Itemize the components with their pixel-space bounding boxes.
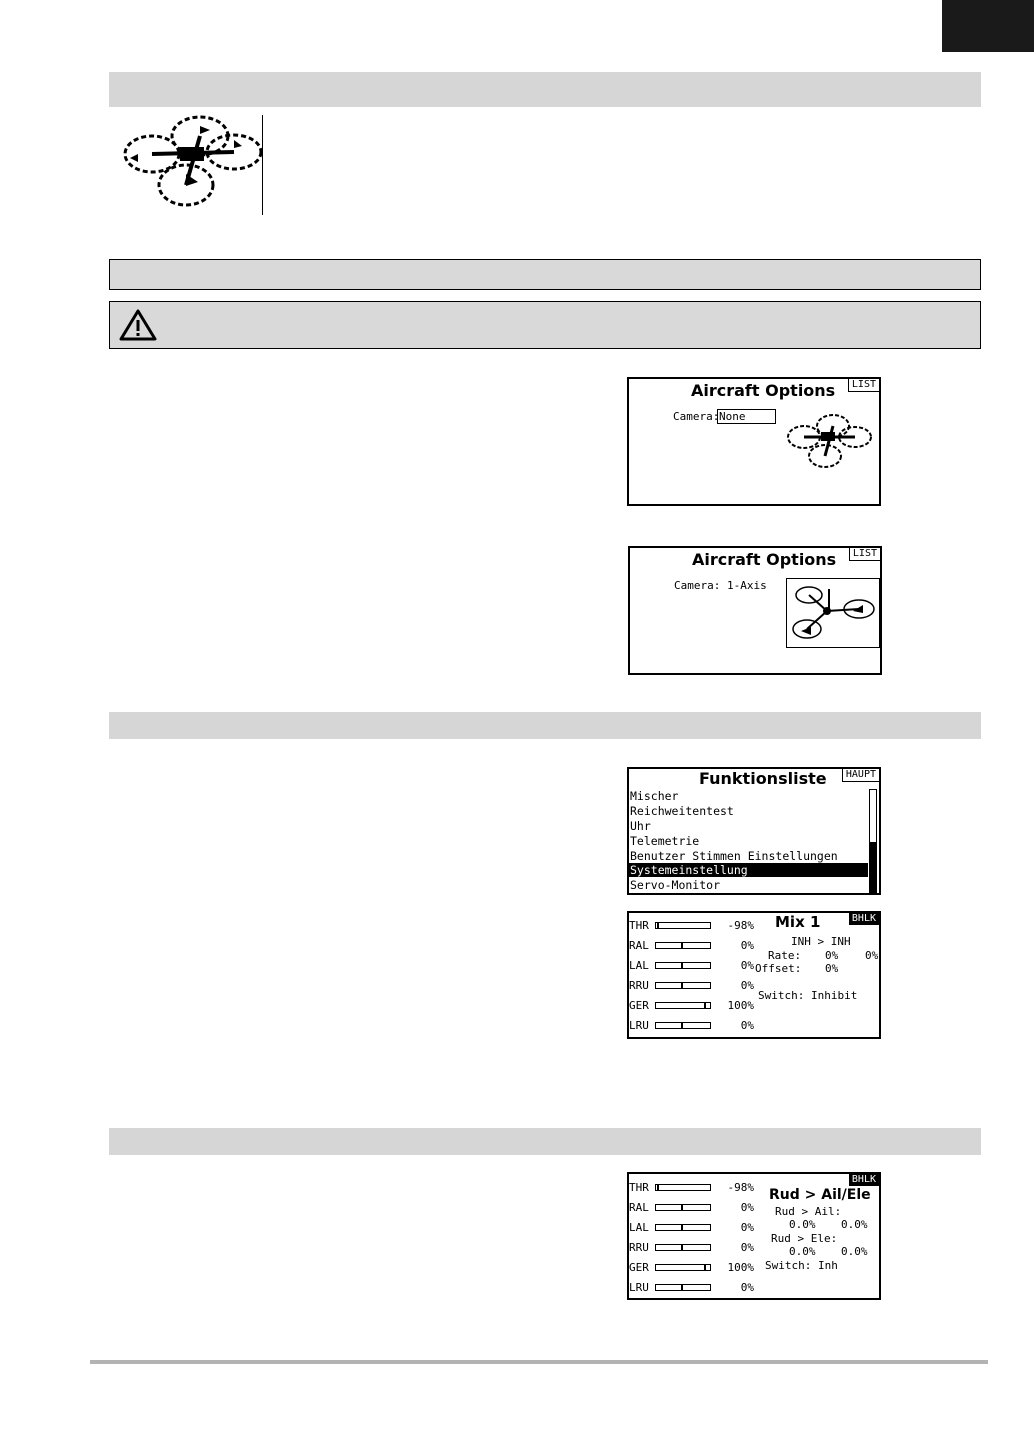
channel-bar — [655, 1264, 711, 1271]
channel-row-lal — [629, 1221, 754, 1235]
rud-ele-label: Rud > Ele: — [771, 1232, 838, 1245]
rud-ele-value-2[interactable]: 0.0% — [841, 1245, 868, 1258]
screen-title: Aircraft Options — [692, 550, 837, 569]
list-tab[interactable]: LIST — [848, 379, 879, 392]
channel-label: LAL — [629, 1221, 649, 1234]
back-tab[interactable]: BHLK — [849, 913, 879, 925]
menu-item-selected[interactable]: Systemeinstellung — [629, 863, 868, 877]
section-header-bar-3 — [109, 712, 981, 739]
channel-position-marker — [681, 983, 683, 988]
channel-value: -98% — [727, 1181, 754, 1194]
channel-bar — [655, 942, 711, 949]
channel-label: RAL — [629, 1201, 649, 1214]
channel-value: 100% — [727, 1261, 754, 1274]
channel-monitor — [629, 919, 754, 1039]
camera-setting[interactable]: Camera: 1-Axis — [674, 579, 767, 592]
channel-position-marker — [681, 1225, 683, 1230]
channel-label: LAL — [629, 959, 649, 972]
channel-value: 0% — [740, 1221, 754, 1234]
lcd-aircraft-options-none — [627, 377, 881, 506]
quadcopter-icon — [785, 413, 875, 471]
lcd-aircraft-options-1-axis — [628, 546, 882, 675]
channel-label: THR — [629, 1181, 649, 1194]
channel-value: 0% — [740, 1201, 754, 1214]
lcd-rud-ail-ele — [627, 1172, 881, 1300]
channel-bar — [655, 922, 711, 929]
channel-value: 0% — [740, 1019, 754, 1032]
warning-bar — [109, 301, 981, 349]
section-header-bar-2 — [109, 259, 981, 290]
channel-value: 0% — [740, 1281, 754, 1294]
channel-value: 100% — [727, 999, 754, 1012]
channel-position-marker — [704, 1265, 706, 1270]
camera-preview-frame — [786, 578, 880, 648]
main-tab[interactable]: HAUPT — [842, 769, 879, 782]
channel-row-rru — [629, 1241, 754, 1255]
channel-bar — [655, 982, 711, 989]
switch-setting[interactable]: Switch: Inh — [765, 1259, 838, 1272]
channel-bar — [655, 1022, 711, 1029]
channel-value: 0% — [740, 979, 754, 992]
screen-title: Funktionsliste — [699, 769, 827, 788]
channel-bar — [655, 1184, 711, 1191]
channel-row-lru — [629, 1281, 754, 1295]
illustration-divider — [262, 115, 263, 215]
rud-ail-value-1[interactable]: 0.0% — [789, 1218, 816, 1231]
channel-value: -98% — [727, 919, 754, 932]
channel-label: GER — [629, 1261, 649, 1274]
mix-mapping[interactable]: INH > INH — [791, 935, 851, 948]
menu-item[interactable]: Mischer — [630, 789, 679, 803]
screen-title: Rud > Ail/Ele — [769, 1187, 871, 1203]
channel-label: THR — [629, 919, 649, 932]
channel-row-ger — [629, 999, 754, 1013]
quadcopter-icon — [118, 112, 268, 212]
warning-icon — [118, 308, 158, 342]
channel-position-marker — [681, 1205, 683, 1210]
channel-row-thr — [629, 919, 754, 933]
channel-label: GER — [629, 999, 649, 1012]
camera-label: Camera: — [673, 410, 720, 423]
rud-ele-value-1[interactable]: 0.0% — [789, 1245, 816, 1258]
channel-label: LRU — [629, 1281, 649, 1294]
channel-bar — [655, 1284, 711, 1291]
lcd-function-list — [627, 767, 881, 895]
menu-item[interactable]: Reichweitentest — [630, 804, 734, 818]
channel-position-marker — [681, 943, 683, 948]
channel-label: RAL — [629, 939, 649, 952]
camera-select[interactable]: None — [717, 409, 776, 424]
rud-ail-label: Rud > Ail: — [775, 1205, 842, 1218]
rate-label: Rate: — [768, 949, 802, 962]
scrollbar[interactable] — [869, 789, 877, 893]
channel-position-marker — [681, 1245, 683, 1250]
rate-value-1[interactable]: 0% — [825, 949, 839, 962]
channel-position-marker — [681, 1285, 683, 1290]
channel-bar — [655, 1002, 711, 1009]
channel-row-ral — [629, 1201, 754, 1215]
footer-rule — [90, 1360, 988, 1364]
channel-row-thr — [629, 1181, 754, 1195]
offset-value[interactable]: 0% — [825, 962, 839, 975]
channel-label: RRU — [629, 1241, 649, 1254]
channel-bar — [655, 1224, 711, 1231]
channel-position-marker — [681, 963, 683, 968]
channel-monitor — [629, 1181, 754, 1300]
channel-row-rru — [629, 979, 754, 993]
menu-item[interactable]: Telemetrie — [630, 834, 700, 848]
channel-row-ger — [629, 1261, 754, 1275]
menu-item[interactable]: Uhr — [630, 819, 651, 833]
screen-title: Mix 1 — [775, 913, 821, 931]
channel-value: 0% — [740, 939, 754, 952]
channel-bar — [655, 1204, 711, 1211]
rate-value-2[interactable]: 0% — [865, 949, 879, 962]
channel-row-lal — [629, 959, 754, 973]
channel-position-marker — [657, 1185, 659, 1190]
channel-position-marker — [704, 1003, 706, 1008]
channel-row-ral — [629, 939, 754, 953]
switch-setting[interactable]: Switch: Inhibit — [758, 989, 858, 1002]
lcd-mix-1 — [627, 911, 881, 1039]
section-header-bar-4 — [109, 1128, 981, 1155]
back-tab[interactable]: BHLK — [849, 1174, 879, 1186]
channel-label: RRU — [629, 979, 649, 992]
channel-value: 0% — [740, 1241, 754, 1254]
section-header-bar-1 — [109, 72, 981, 107]
channel-value: 0% — [740, 959, 754, 972]
quadcopter-camera-icon — [787, 579, 877, 645]
channel-label: LRU — [629, 1019, 649, 1032]
channel-row-lru — [629, 1019, 754, 1033]
menu-item[interactable]: Benutzer Stimmen Einstellungen — [630, 849, 838, 863]
channel-position-marker — [657, 923, 659, 928]
menu-item[interactable]: Servo-Monitor — [630, 878, 721, 892]
screen-title: Aircraft Options — [691, 381, 836, 400]
channel-position-marker — [681, 1023, 683, 1028]
channel-bar — [655, 1244, 711, 1251]
offset-label: Offset: — [755, 962, 802, 975]
channel-bar — [655, 962, 711, 969]
list-tab[interactable]: LIST — [849, 548, 880, 561]
rud-ail-value-2[interactable]: 0.0% — [841, 1218, 868, 1231]
chapter-tab — [942, 0, 1034, 52]
scroll-thumb[interactable] — [870, 842, 876, 892]
